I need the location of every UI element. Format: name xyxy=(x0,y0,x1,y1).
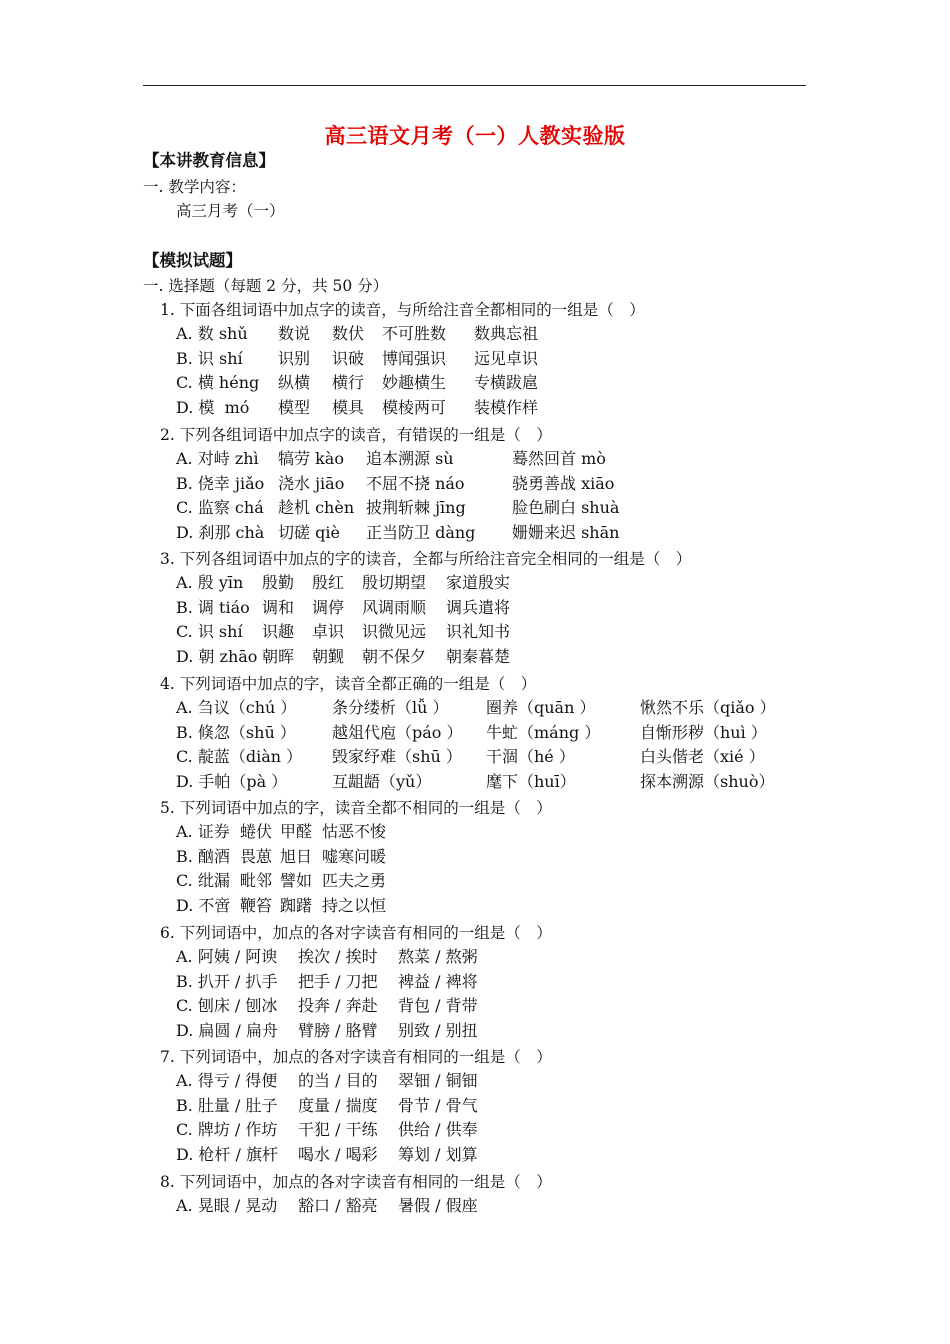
option-term: 殷红 xyxy=(312,572,345,592)
option-row xyxy=(176,722,796,744)
question-stem: 8. 下列词语中，加点的各对字读音有相同的一组是（ ） xyxy=(160,1173,552,1191)
option-label: B. 肚量 / 肚子 xyxy=(176,1095,278,1115)
option-term: 圈养（quān ） xyxy=(486,697,596,717)
option-label: C. 靛蓝（diàn ） xyxy=(176,747,303,767)
option-term: 犒劳 kào xyxy=(278,448,344,468)
option-term: 调和 xyxy=(262,597,295,617)
option-term: 调兵遣将 xyxy=(446,597,511,617)
option-term: 互龃龉（yǔ） xyxy=(332,772,432,792)
option-term: 毗邻 xyxy=(240,871,273,891)
option-term: 甲醛 xyxy=(280,821,313,841)
option-term: 喝水 / 喝彩 xyxy=(298,1145,378,1165)
option-label: D. 手帕（pà ） xyxy=(176,772,288,792)
option-row xyxy=(176,372,796,394)
option-term: 卓识 xyxy=(312,622,345,642)
option-row xyxy=(176,1070,796,1092)
option-row xyxy=(176,870,796,892)
option-label: B. 扒开 / 扒手 xyxy=(176,971,278,991)
option-row xyxy=(176,895,796,917)
option-term: 暑假 / 假座 xyxy=(398,1195,478,1215)
option-row xyxy=(176,995,796,1017)
option-term: 模具 xyxy=(332,398,365,418)
option-term: 骨节 / 骨气 xyxy=(398,1095,478,1115)
option-row xyxy=(176,1195,796,1217)
option-row xyxy=(176,946,796,968)
option-term: 模型 xyxy=(278,398,311,418)
option-row xyxy=(176,397,796,419)
option-term: 毁家纾难（shū ） xyxy=(332,747,462,767)
option-term: 条分缕析（lǚ ） xyxy=(332,697,449,717)
option-label: A. 数 shǔ xyxy=(176,323,248,343)
option-term: 豁口 / 豁亮 xyxy=(298,1195,378,1215)
section-test-header: 【模拟试题】 xyxy=(143,251,242,270)
option-term: 譬如 xyxy=(280,871,313,891)
option-term: 朝秦暮楚 xyxy=(446,647,511,667)
option-row xyxy=(176,1119,796,1141)
question-stem: 7. 下列词语中，加点的各对字读音有相同的一组是（ ） xyxy=(160,1048,552,1066)
option-term: 披荆斩棘 jīng xyxy=(366,498,466,518)
document-title: 高三语文月考（一）人教实验版 xyxy=(324,123,626,148)
option-label: A. 证券 xyxy=(176,821,230,841)
option-row xyxy=(176,473,796,495)
option-term: 愀然不乐（qiǎo ） xyxy=(640,697,776,717)
option-term: 干犯 / 干练 xyxy=(298,1120,378,1140)
option-term: 牛虻（máng ） xyxy=(486,722,601,742)
option-term: 识礼知书 xyxy=(446,622,511,642)
option-term: 远见卓识 xyxy=(474,348,539,368)
option-label: B. 调 tiáo xyxy=(176,597,250,617)
option-term: 识微见远 xyxy=(362,622,427,642)
option-row xyxy=(176,597,796,619)
option-term: 匹夫之勇 xyxy=(322,871,387,891)
option-term: 裨益 / 裨将 xyxy=(398,971,478,991)
section-test-part: 一. 选择题（每题 2 分，共 50 分） xyxy=(143,277,389,295)
option-term: 装模作样 xyxy=(474,398,539,418)
section-info-header: 【本讲教育信息】 xyxy=(143,151,275,170)
option-term: 鞭笞 xyxy=(240,896,273,916)
option-term: 家道殷实 xyxy=(446,572,511,592)
option-term: 姗姗来迟 shān xyxy=(512,523,620,543)
option-term: 切磋 qiè xyxy=(278,523,340,543)
question-stem: 2. 下列各组词语中加点字的读音，有错误的一组是（ ） xyxy=(160,426,552,444)
option-term: 背包 / 背带 xyxy=(398,996,478,1016)
option-term: 脸色刷白 shuà xyxy=(512,498,620,518)
option-term: 越俎代庖（páo ） xyxy=(332,722,463,742)
option-term: 的当 / 目的 xyxy=(298,1070,378,1090)
question-stem: 4. 下列词语中加点的字，读音全都正确的一组是（ ） xyxy=(160,675,537,693)
option-term: 臂膀 / 胳臂 xyxy=(298,1021,378,1041)
option-term: 嘘寒问暖 xyxy=(322,846,387,866)
question-stem: 3. 下列各组词语中加点的字的读音，全都与所给注音完全相同的一组是（ ） xyxy=(160,550,692,568)
option-term: 蓦然回首 mò xyxy=(512,448,606,468)
option-row xyxy=(176,646,796,668)
option-term: 别致 / 别扭 xyxy=(398,1021,478,1041)
option-term: 调停 xyxy=(312,597,345,617)
option-term: 数典忘祖 xyxy=(474,323,539,343)
option-term: 持之以恒 xyxy=(322,896,387,916)
option-label: A. 刍议（chú ） xyxy=(176,697,297,717)
option-row xyxy=(176,1095,796,1117)
option-term: 正当防卫 dàng xyxy=(366,523,476,543)
option-label: A. 对峙 zhì xyxy=(176,448,259,468)
option-term: 妙趣横生 xyxy=(382,373,447,393)
option-row xyxy=(176,846,796,868)
option-term: 翠钿 / 铜钿 xyxy=(398,1070,478,1090)
option-term: 殷勤 xyxy=(262,572,295,592)
question-stem: 1. 下面各组词语中加点字的读音，与所给注音全都相同的一组是（ ） xyxy=(160,301,645,319)
option-label: B. 倏忽（shū ） xyxy=(176,722,296,742)
option-term: 专横跋扈 xyxy=(474,373,539,393)
option-row xyxy=(176,697,796,719)
option-label: D. 刹那 chà xyxy=(176,523,265,543)
option-row xyxy=(176,497,796,519)
top-rule xyxy=(143,85,806,86)
option-row xyxy=(176,621,796,643)
option-term: 不屈不挠 náo xyxy=(366,473,465,493)
option-term: 识破 xyxy=(332,348,365,368)
option-term: 骁勇善战 xiāo xyxy=(512,473,615,493)
option-label: B. 识 shí xyxy=(176,348,243,368)
option-label: C. 纰漏 xyxy=(176,871,230,891)
option-label: B. 侥幸 jiǎo xyxy=(176,473,265,493)
option-term: 踟躇 xyxy=(280,896,313,916)
option-row xyxy=(176,971,796,993)
option-term: 自惭形秽（huì ） xyxy=(640,722,767,742)
option-term: 朝觐 xyxy=(312,647,345,667)
option-term: 识趣 xyxy=(262,622,295,642)
option-label: C. 横 héng xyxy=(176,373,260,393)
option-term: 畏葸 xyxy=(240,846,273,866)
option-term: 趁机 chèn xyxy=(278,498,355,518)
option-term: 博闻强识 xyxy=(382,348,447,368)
question-stem: 6. 下列词语中，加点的各对字读音有相同的一组是（ ） xyxy=(160,924,552,942)
option-row xyxy=(176,348,796,370)
option-row xyxy=(176,448,796,470)
option-term: 不可胜数 xyxy=(382,323,447,343)
option-term: 浇水 jiāo xyxy=(278,473,345,493)
option-term: 怙恶不悛 xyxy=(322,821,387,841)
option-label: D. 不啻 xyxy=(176,896,231,916)
option-row xyxy=(176,1020,796,1042)
option-term: 麾下（huī） xyxy=(486,772,576,792)
option-label: A. 阿姨 / 阿谀 xyxy=(176,946,278,966)
option-label: C. 监察 chá xyxy=(176,498,264,518)
option-term: 筹划 / 划算 xyxy=(398,1145,478,1165)
option-term: 熬菜 / 熬粥 xyxy=(398,946,478,966)
option-label: B. 酗酒 xyxy=(176,846,230,866)
option-term: 度量 / 揣度 xyxy=(298,1095,378,1115)
option-row xyxy=(176,746,796,768)
section-info-item: 一. 教学内容： xyxy=(143,178,246,196)
option-term: 纵横 xyxy=(278,373,311,393)
option-row xyxy=(176,821,796,843)
option-label: D. 扁圆 / 扁舟 xyxy=(176,1021,278,1041)
option-term: 数说 xyxy=(278,323,311,343)
option-term: 投奔 / 奔赴 xyxy=(298,996,378,1016)
option-label: D. 朝 zhāo xyxy=(176,647,258,667)
option-label: D. 模 mó xyxy=(176,398,250,418)
option-term: 白头偕老（xié ） xyxy=(640,747,765,767)
option-term: 识别 xyxy=(278,348,311,368)
option-row xyxy=(176,522,796,544)
option-label: C. 刨床 / 刨冰 xyxy=(176,996,278,1016)
option-term: 风调雨顺 xyxy=(362,597,427,617)
option-term: 干涸（hé ） xyxy=(486,747,575,767)
option-term: 蜷伏 xyxy=(240,821,273,841)
option-term: 数伏 xyxy=(332,323,365,343)
option-term: 供给 / 供奉 xyxy=(398,1120,478,1140)
option-label: C. 牌坊 / 作坊 xyxy=(176,1120,278,1140)
option-row xyxy=(176,323,796,345)
option-term: 挨次 / 挨时 xyxy=(298,946,378,966)
option-row xyxy=(176,1144,796,1166)
option-term: 横行 xyxy=(332,373,365,393)
question-stem: 5. 下列词语中加点的字，读音全都不相同的一组是（ ） xyxy=(160,799,552,817)
option-label: A. 得亏 / 得便 xyxy=(176,1070,278,1090)
option-term: 旭日 xyxy=(280,846,313,866)
option-term: 朝晖 xyxy=(262,647,295,667)
option-term: 殷切期望 xyxy=(362,572,427,592)
option-term: 探本溯源（shuò） xyxy=(640,772,775,792)
option-row xyxy=(176,771,796,793)
option-label: C. 识 shí xyxy=(176,622,243,642)
option-row xyxy=(176,572,796,594)
option-label: D. 枪杆 / 旗杆 xyxy=(176,1145,278,1165)
option-term: 把手 / 刀把 xyxy=(298,971,378,991)
option-label: A. 晃眼 / 晃动 xyxy=(176,1195,278,1215)
option-term: 追本溯源 sù xyxy=(366,448,454,468)
section-info-content: 高三月考（一） xyxy=(176,202,285,220)
option-label: A. 殷 yīn xyxy=(176,572,244,592)
option-term: 模棱两可 xyxy=(382,398,447,418)
option-term: 朝不保夕 xyxy=(362,647,427,667)
